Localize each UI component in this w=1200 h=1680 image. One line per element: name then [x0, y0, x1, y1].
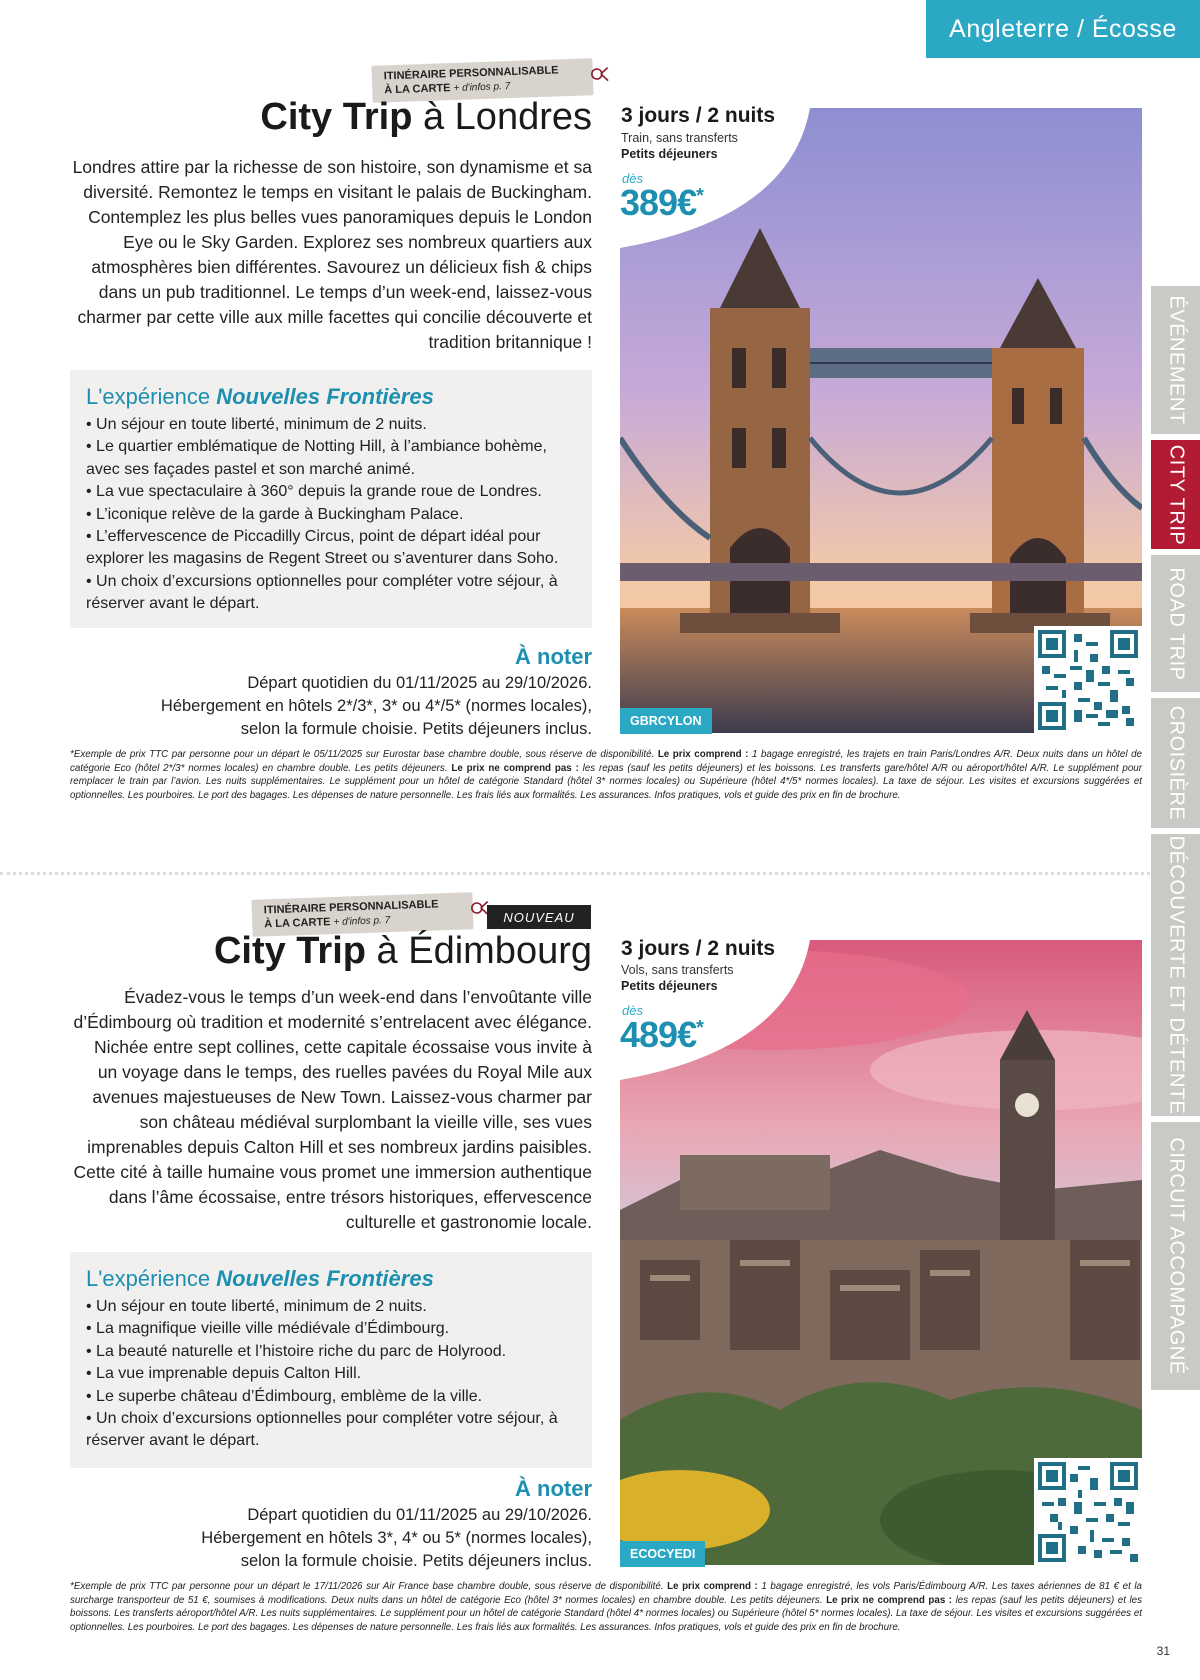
list-item: • Un choix d’excursions optionnelles pour compléter votre séjour, à réserver avant le départ. — [86, 572, 558, 613]
list-item: • Un séjour en toute liberté, minimum de 2 nuits. — [86, 1298, 427, 1315]
tag-line: À LA CARTE + d'infos p. 7 — [384, 81, 511, 97]
page-number: 31 — [1156, 1644, 1170, 1658]
note-text: Départ quotidien du 01/11/2025 au 29/10/2026. Hébergement en hôtels 2*/3*, 3* ou 4*/5* (normes locales), selon la formule choisie. Petits déjeuners inclus. — [160, 674, 592, 738]
product-code: GBRCYLON — [620, 708, 712, 734]
list-item: • L’iconique relève de la garde à Buckingham Palace. — [86, 505, 464, 523]
from-label: dès — [622, 1003, 643, 1018]
side-tab-city-trip[interactable] — [1151, 440, 1200, 549]
tag-line: ITINÉRAIRE PERSONNALISABLE — [383, 64, 559, 83]
section-divider — [0, 872, 1150, 875]
side-tab-label: DÉCOUVERTE ET DÉTENTE — [1165, 835, 1187, 1115]
note-title: À noter — [515, 644, 592, 669]
duration: 3 jours / 2 nuits — [621, 104, 776, 127]
experience-box — [70, 370, 592, 628]
list-item: • Le quartier emblématique de Notting Hill, à l’ambiance bohème, avec ses façades pastel et son marché animé. — [86, 438, 547, 478]
list-item: • Le superbe château d’Édimbourg, emblème de la ville. — [86, 1387, 483, 1405]
price-panel-curve — [620, 108, 810, 248]
experience-box — [70, 1252, 592, 1468]
transport-info: Vols, sans transferts — [621, 963, 734, 977]
side-tab-road-trip[interactable] — [1151, 555, 1200, 692]
note-text: Départ quotidien du 01/11/2025 au 29/10/2026. Hébergement en hôtels 3*, 4* ou 5* (normes locales), selon la formule choisie. Petits déjeuners inclus. — [201, 1506, 592, 1570]
transport-info: Train, sans transferts — [621, 131, 738, 145]
board-info: Petits déjeuners — [621, 979, 718, 993]
new-badge: NOUVEAU — [487, 905, 591, 929]
list-item: • La vue imprenable depuis Calton Hill. — [86, 1365, 362, 1383]
qr-code[interactable] — [1034, 626, 1142, 734]
note-title: À noter — [515, 1476, 592, 1501]
ribbon-icon — [468, 898, 489, 919]
experience-title: L'expérience Nouvelles Frontières — [86, 384, 434, 409]
side-tab-circuit[interactable] — [1151, 1122, 1200, 1390]
experience-list — [86, 1296, 562, 1453]
side-tab-label: ÉVÉNEMENT — [1165, 295, 1187, 425]
tag-line: À LA CARTE + d'infos p. 7 — [264, 915, 391, 931]
price: 389€* — [620, 182, 703, 223]
product-code: ECOCYEDI — [620, 1541, 705, 1567]
intro-text: Évadez-vous le temps d’un week-end dans l’envoûtante ville d’Édimbourg où tradition et modernité s’entrelacent avec élégance. Nichée entre sept collines, cette capitale écossaise vous invite à un voyage dans le temps, des ruelles pavées du Royal Mile aux avenues majestueuses de New Town. Laissez-vous charmer par son château médiéval surplombant la vieille ville, ses vues imprenables depuis Calton Hill et ses nombreux jardins paisibles. Cette cité à taille humaine vous promet une immersion authentique dans l’âme écossaise, entre trésors historiques, effervescence culturelle et gastronomie locale. — [73, 987, 592, 1232]
list-item: • L’effervescence de Piccadilly Circus, point de départ idéal pour explorer les magasins de Regent Street ou s’aventurer dans Soho. — [86, 528, 559, 568]
list-item: • La vue spectaculaire à 360° depuis la grande roue de Londres. — [86, 483, 542, 501]
list-item: • La magnifique vieille ville médiévale d’Édimbourg. — [86, 1320, 450, 1338]
ribbon-icon — [588, 64, 609, 85]
fine-print: *Exemple de prix TTC par personne pour un départ le 17/11/2026 sur Air France base chambre double, sous réserve de disponibilité. Le prix comprend : 1 bagage enregistré, les vols Paris/Édimbourg A/R. Les taxes aériennes de 81 € et la surcharge transporteur de 51 €, soumises à modifications. Deux nuits dans un hôtel de catégorie Eco (hôtel 3* normes locales) en chambre double. Les petits déjeuners. Le prix ne comprend pas : les repas (sauf les petits déjeuners) et les boissons. Les transferts aéroport/hôtel A/R. Les nuits supplémentaires. Le supplément pour un hôtel de catégorie Standard (hôtel 4* normes locales) ou Supérieure (hôtel 5* normes locales). La taxe de séjour. Les visites et excursions suggérées et optionnelles. Les pourboires. Le port des bagages. Les dépenses de nature personnelle. Les frais liés aux formalités. Les assurances. Infos pratiques, vols et guide des prix en fin de brochure. — [70, 1581, 1143, 1633]
side-tab-label: ROAD TRIP — [1165, 566, 1187, 681]
page-title: City Trip à Édimbourg — [213, 930, 592, 972]
experience-title: L'expérience Nouvelles Frontières — [86, 1266, 434, 1291]
side-tab-label: CROISIÈRE — [1165, 705, 1187, 821]
fine-print: *Exemple de prix TTC par personne pour un départ le 05/11/2025 sur Eurostar base chambre double, sous réserve de disponibilité. Le prix comprend : 1 bagage enregistré, les trajets en train Paris/Londres A/R. Deux nuits dans un hôtel de catégorie Eco (hôtel 2*/3* normes locales) en chambre double. Les petits déjeuners. Le prix ne comprend pas : les repas (sauf les petits déjeuners) et les boissons. Les transferts gare/hôtel A/R ou aéroport/hôtel A/R. Le supplément pour remplacer le train par l’avion. Les nuits supplémentaires. Le supplément pour un hôtel de catégorie Standard (hôtel 3* normes locales) ou Supérieure (hôtel 4*/5* normes locales). La taxe de séjour. Les visites et excursions suggérées et optionnelles. Les pourboires. Le port des bagages. Les dépenses de nature personnelle. Les frais liés aux formalités. Les assurances. Infos pratiques, vols et guide des prix en fin de brochure. — [70, 749, 1143, 801]
qr-code-icon — [1038, 630, 1138, 730]
tag-line: ITINÉRAIRE PERSONNALISABLE — [263, 898, 439, 917]
experience-list — [86, 414, 562, 616]
qr-code-icon — [1038, 1462, 1138, 1562]
list-item: • Un séjour en toute liberté, minimum de 2 nuits. — [86, 416, 427, 433]
duration: 3 jours / 2 nuits — [621, 937, 776, 960]
side-tab-evenement[interactable] — [1151, 286, 1200, 434]
page-title: City Trip à Londres — [260, 96, 592, 138]
price-panel-curve — [620, 940, 810, 1080]
side-tab-label: CITY TRIP — [1165, 444, 1187, 545]
side-tab-decouverte[interactable] — [1151, 834, 1200, 1116]
qr-code[interactable] — [1034, 1458, 1142, 1566]
list-item: • La beauté naturelle et l’histoire riche du parc de Holyrood. — [86, 1342, 507, 1360]
price: 489€* — [620, 1014, 703, 1055]
board-info: Petits déjeuners — [621, 147, 718, 161]
side-tab-croisiere[interactable] — [1151, 698, 1200, 828]
region-header-tab: Angleterre / Écosse — [926, 0, 1200, 58]
list-item: • Un choix d’excursions optionnelles pour compléter votre séjour, à réserver avant le départ. — [86, 1410, 558, 1450]
intro-text: Londres attire par la richesse de son histoire, son dynamisme et sa diversité. Remontez le temps en visitant le palais de Buckingham. Contemplez les plus belles vues panoramiques depuis le London Eye ou le Sky Garden. Explorez ses nombreux quartiers aux atmosphères bien différentes. Savourez un délicieux fish & chips dans un pub traditionnel. Le temps d’un week-end, laissez-vous charmer par cette ville aux mille facettes qui concilie découverte et tradition britannique ! — [72, 157, 592, 352]
from-label: dès — [622, 171, 643, 186]
side-tab-label: CIRCUIT ACCOMPAGNÉ — [1165, 1137, 1187, 1375]
